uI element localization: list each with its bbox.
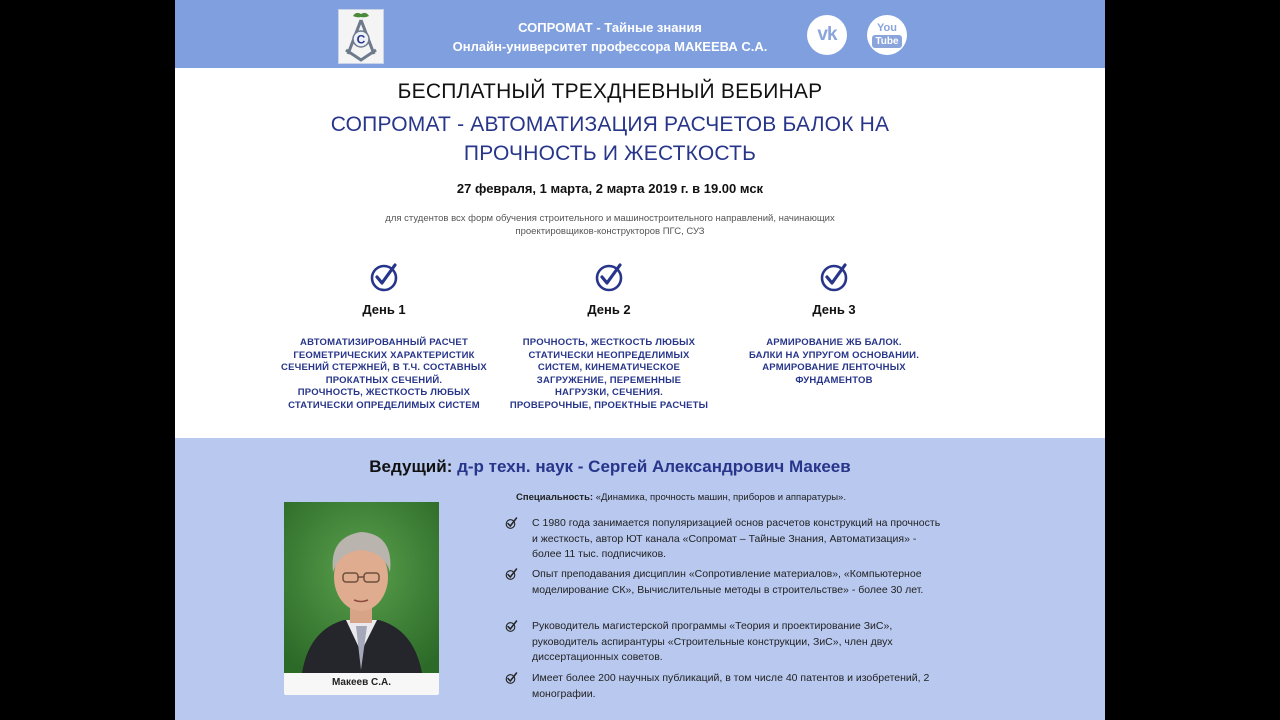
- vk-button[interactable]: [807, 15, 847, 55]
- presenter-portrait-icon: [284, 502, 439, 673]
- presenter-title-name: д-р техн. наук - Сергей Александрович Макеев: [457, 457, 851, 476]
- site-logo[interactable]: [338, 9, 384, 64]
- check-circle-icon: [369, 262, 399, 292]
- vk-icon: vk: [817, 24, 837, 45]
- specialty-value: «Динамика, прочность машин, приборов и аппаратуры».: [593, 492, 846, 503]
- day-1-block: [274, 262, 494, 413]
- svg-text:C: C: [356, 32, 366, 47]
- youtube-button[interactable]: [867, 15, 907, 55]
- fact-text: Имеет более 200 научных публикаций, в том числе 40 патентов и изобретений, 2 монографии.: [532, 672, 930, 700]
- day-2-block: [499, 262, 719, 413]
- webinar-dates: 27 февраля, 1 марта, 2 марта 2019 г. в 19.00 мск: [456, 181, 764, 196]
- day-1-label: День 1: [362, 302, 406, 317]
- webinar-heading: БЕСПЛАТНЫЙ ТРЕХДНЕВНЫЙ ВЕБИНАР: [397, 80, 823, 103]
- day-3-block: [724, 262, 944, 387]
- check-icon: [505, 672, 518, 684]
- fact-text: Опыт преподавания дисциплин «Сопротивление материалов», «Компьютерное моделирование СК», Вычислительные методы в строительстве» - более 30 лет.: [532, 568, 924, 596]
- presenter-specialty: [516, 492, 936, 503]
- day-2-label: День 2: [587, 302, 631, 317]
- presenter-title: [175, 457, 1045, 477]
- specialty-label: Специальность:: [516, 492, 594, 503]
- day-3-label: День 3: [812, 302, 856, 317]
- landing-page: [175, 0, 1105, 720]
- masonic-compass-logo-icon: [339, 10, 383, 63]
- check-icon: [505, 620, 518, 632]
- fact-text: С 1980 года занимается популяризацией основ расчетов конструкций на прочность и жесткость, автор ЮТ канала «Сопромат – Тайные Знания, Автоматизация» - более 11 тыс. подписчиков.: [532, 517, 941, 560]
- webinar-audience: для студентов всх форм обучения строительного и машиностроительного направлений, начинающих проектировщиков-конструкторов ПГС, СУЗ: [385, 213, 835, 237]
- header-title-line1: СОПРОМАТ - Тайные знания: [518, 20, 702, 35]
- presenter-photo-card: [284, 502, 439, 695]
- check-circle-icon: [594, 262, 624, 292]
- presenter-section: [175, 438, 1105, 720]
- youtube-icon-bottom: Tube: [872, 35, 901, 48]
- presenter-photo: [284, 502, 439, 673]
- presenter-photo-caption: Макеев С.А.: [331, 677, 392, 688]
- day-3-text: АРМИРОВАНИЕ ЖБ БАЛОК. БАЛКИ НА УПРУГОМ ОСНОВАНИИ. АРМИРОВАНИЕ ЛЕНТОЧНЫХ ФУНДАМЕНТОВ: [748, 337, 920, 386]
- day-1-text: АВТОМАТИЗИРОВАННЫЙ РАСЧЕТ ГЕОМЕТРИЧЕСКИХ ХАРАКТЕРИСТИК СЕЧЕНИЙ СТЕРЖНЕЙ, В Т.Ч. СОСТАВНЫХ ПРОКАТНЫХ СЕЧЕНИЙ. ПРОЧНОСТЬ, ЖЕСТКОСТЬ ЛЮБЫХ СТАТИЧЕСКИ ОПРЕДЕЛИМЫХ СИСТЕМ: [281, 337, 487, 411]
- header-title: [405, 18, 815, 56]
- check-icon: [505, 517, 518, 529]
- check-icon: [505, 568, 518, 580]
- youtube-icon-top: You: [877, 21, 897, 34]
- webinar-subheading: СОПРОМАТ - АВТОМАТИЗАЦИЯ РАСЧЕТОВ БАЛОК НА ПРОЧНОСТЬ И ЖЕСТКОСТЬ: [330, 113, 890, 165]
- check-circle-icon: [819, 262, 849, 292]
- header-title-line2: Онлайн-университет профессора МАКЕЕВА С.А.: [452, 39, 768, 54]
- presenter-title-prefix: Ведущий:: [369, 457, 458, 476]
- site-header: [175, 0, 1105, 68]
- day-2-text: ПРОЧНОСТЬ, ЖЕСТКОСТЬ ЛЮБЫХ СТАТИЧЕСКИ НЕОПРЕДЕЛИМЫХ СИСТЕМ, КИНЕМАТИЧЕСКОЕ ЗАГРУЖЕНИЕ, ПЕРЕМЕННЫЕ НАГРУЗКИ, СЕЧЕНИЯ. ПРОВЕРОЧНЫЕ, ПРОЕКТНЫЕ РАСЧЕТЫ: [509, 337, 709, 411]
- fact-text: Руководитель магистерской программы «Теория и проектирование ЗиС», руководитель аспирантуры «Строительные конструкции, ЗиС», член двух диссертационных советов.: [532, 620, 893, 663]
